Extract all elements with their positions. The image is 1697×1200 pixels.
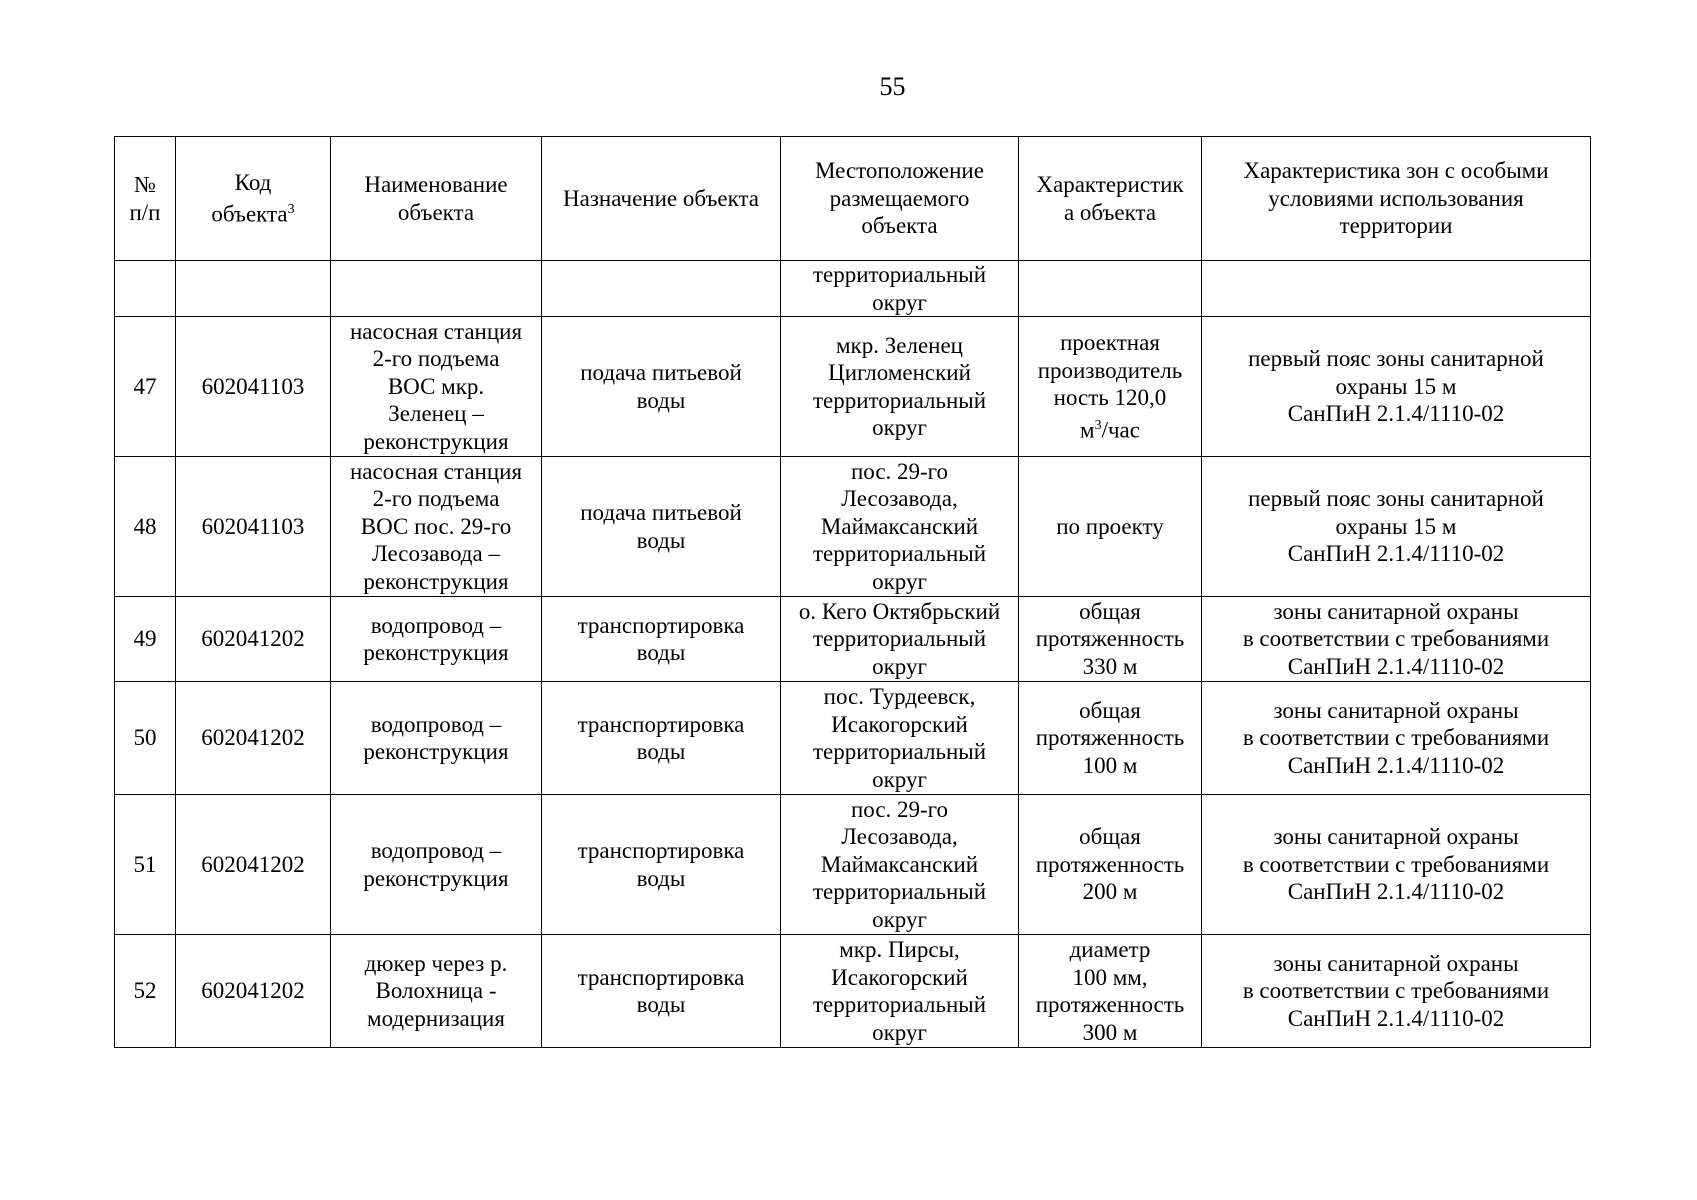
cell-location: пос. 29-го Лесозавода, Маймаксанский территориальный округ <box>781 795 1019 935</box>
header-zones: Характеристика зон с особыми условиями использования территории <box>1202 137 1591 261</box>
header-code <box>176 137 331 261</box>
cell-characteristics: общая протяженность 200 м <box>1019 795 1202 935</box>
cell-purpose: транспортировка воды <box>542 795 781 935</box>
table-row-continuation <box>115 261 1591 317</box>
objects-table <box>114 136 1591 1048</box>
cell-num: 50 <box>115 682 176 795</box>
table-row <box>115 682 1591 795</box>
cell-code: 602041103 <box>176 317 331 457</box>
cell-num: 47 <box>115 317 176 457</box>
cell-characteristics <box>1019 317 1202 457</box>
cell-zones <box>1202 261 1591 317</box>
cell-purpose: подача питьевой воды <box>542 457 781 597</box>
cell-location: пос. 29-го Лесозавода, Маймаксанский территориальный округ <box>781 457 1019 597</box>
cell-zones: зоны санитарной охраны в соответствии с требованиями СанПиН 2.1.4/1110-02 <box>1202 935 1591 1048</box>
cell-num: 51 <box>115 795 176 935</box>
table-row <box>115 457 1591 597</box>
header-purpose: Назначение объекта <box>542 137 781 261</box>
cell-num: 48 <box>115 457 176 597</box>
cell-name: насосная станция 2-го подъема ВОС мкр. Зеленец – реконструкция <box>331 317 542 457</box>
characteristics-unit-sup: 3 <box>1094 417 1102 433</box>
cell-characteristics: общая протяженность 330 м <box>1019 597 1202 682</box>
characteristics-unit: м <box>1080 417 1095 443</box>
table-row <box>115 795 1591 935</box>
header-location: Местоположение размещаемого объекта <box>781 137 1019 261</box>
cell-characteristics: диаметр 100 мм, протяженность 300 м <box>1019 935 1202 1048</box>
table-row <box>115 317 1591 457</box>
cell-location: территориальный округ <box>781 261 1019 317</box>
cell-name: водопровод – реконструкция <box>331 597 542 682</box>
cell-purpose: транспортировка воды <box>542 682 781 795</box>
cell-purpose <box>542 261 781 317</box>
cell-code: 602041103 <box>176 457 331 597</box>
cell-name: насосная станция 2-го подъема ВОС пос. 29-го Лесозавода – реконструкция <box>331 457 542 597</box>
cell-num <box>115 261 176 317</box>
cell-code: 602041202 <box>176 795 331 935</box>
cell-name <box>331 261 542 317</box>
cell-location: мкр. Зеленец Цигломенский территориальный округ <box>781 317 1019 457</box>
cell-zones: первый пояс зоны санитарной охраны 15 м СанПиН 2.1.4/1110-02 <box>1202 457 1591 597</box>
cell-code: 602041202 <box>176 682 331 795</box>
table-row <box>115 597 1591 682</box>
header-code-footnote: 3 <box>287 202 295 218</box>
header-name: Наименование объекта <box>331 137 542 261</box>
cell-characteristics: общая протяженность 100 м <box>1019 682 1202 795</box>
header-code-label: Код объекта <box>211 169 288 227</box>
characteristics-unit-tail: /час <box>1101 417 1140 443</box>
cell-code <box>176 261 331 317</box>
cell-zones: зоны санитарной охраны в соответствии с требованиями СанПиН 2.1.4/1110-02 <box>1202 597 1591 682</box>
cell-name: водопровод – реконструкция <box>331 682 542 795</box>
cell-code: 602041202 <box>176 597 331 682</box>
cell-purpose: транспортировка воды <box>542 597 781 682</box>
cell-num: 49 <box>115 597 176 682</box>
cell-location: о. Кего Октябрьский территориальный округ <box>781 597 1019 682</box>
cell-num: 52 <box>115 935 176 1048</box>
cell-zones: первый пояс зоны санитарной охраны 15 м СанПиН 2.1.4/1110-02 <box>1202 317 1591 457</box>
header-num: № п/п <box>115 137 176 261</box>
cell-location: пос. Турдеевск, Исакогорский территориальный округ <box>781 682 1019 795</box>
cell-purpose: транспортировка воды <box>542 935 781 1048</box>
cell-zones: зоны санитарной охраны в соответствии с требованиями СанПиН 2.1.4/1110-02 <box>1202 795 1591 935</box>
characteristics-text: проектная производитель ность 120,0 <box>1037 330 1183 411</box>
page-number: 55 <box>879 72 906 101</box>
table-row <box>115 935 1591 1048</box>
cell-zones: зоны санитарной охраны в соответствии с требованиями СанПиН 2.1.4/1110-02 <box>1202 682 1591 795</box>
header-characteristics: Характеристик а объекта <box>1019 137 1202 261</box>
cell-name: водопровод – реконструкция <box>331 795 542 935</box>
cell-code: 602041202 <box>176 935 331 1048</box>
cell-location: мкр. Пирсы, Исакогорский территориальный округ <box>781 935 1019 1048</box>
cell-name: дюкер через р. Волохница - модернизация <box>331 935 542 1048</box>
cell-purpose: подача питьевой воды <box>542 317 781 457</box>
table-header-row <box>115 137 1591 261</box>
cell-characteristics: по проекту <box>1019 457 1202 597</box>
cell-characteristics <box>1019 261 1202 317</box>
